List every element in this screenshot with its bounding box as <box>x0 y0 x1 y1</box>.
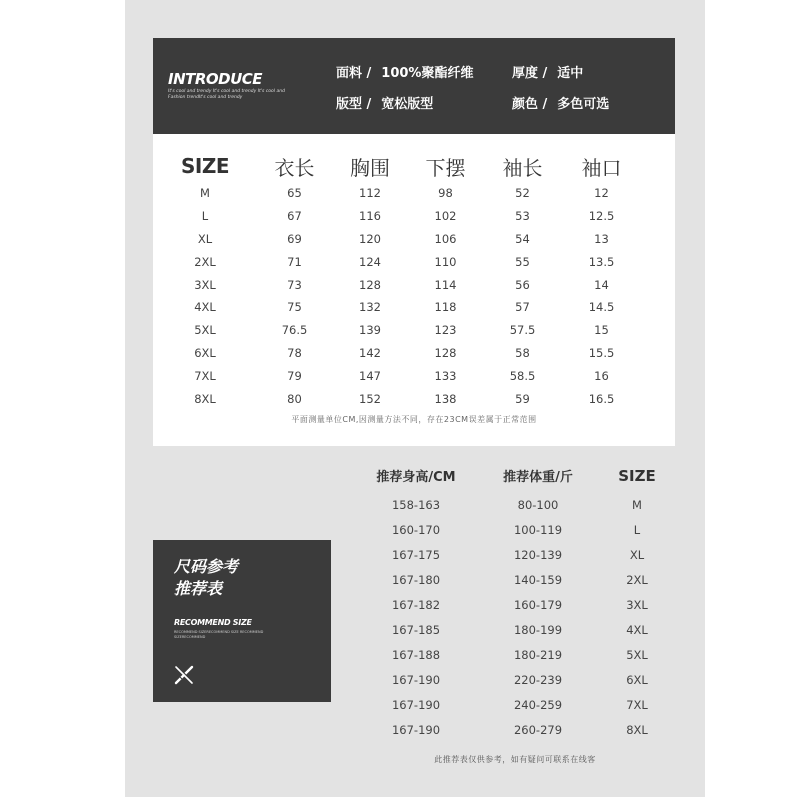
table-cell: 52 <box>515 186 530 201</box>
table-cell: 5XL <box>194 323 216 338</box>
table-cell: 56 <box>515 277 530 292</box>
size-table-body <box>153 182 675 410</box>
table-cell: 180-199 <box>513 622 563 637</box>
table-cell: 57.5 <box>509 323 536 338</box>
table-cell: 75 <box>287 300 302 315</box>
table-cell: 13 <box>594 231 609 246</box>
table-cell: 3XL <box>626 597 648 612</box>
table-cell: 15 <box>594 323 609 338</box>
header-size: SIZE <box>180 154 229 178</box>
table-cell: 112 <box>359 186 381 201</box>
table-row <box>153 205 675 228</box>
recommend-card-subtitle: RECOMMEND SIZE <box>174 618 252 627</box>
table-cell: 8XL <box>194 391 216 406</box>
table-cell: 16 <box>594 368 609 383</box>
spec-value: 多色可选 <box>557 97 610 112</box>
table-cell: 138 <box>434 391 457 406</box>
header-height: 推荐身高/CM <box>376 470 456 485</box>
table-cell: 2XL <box>626 572 648 587</box>
table-cell: 132 <box>359 300 381 315</box>
table-cell: 160-179 <box>513 597 563 612</box>
table-row <box>365 617 675 642</box>
table-cell: 116 <box>359 209 381 224</box>
recommend-card <box>153 540 331 702</box>
table-cell: 124 <box>359 254 381 269</box>
table-cell: L <box>201 209 209 224</box>
table-row <box>153 387 675 410</box>
table-cell: 78 <box>287 345 302 360</box>
table-cell: 128 <box>359 277 381 292</box>
table-cell: 133 <box>434 368 457 383</box>
table-row <box>153 296 675 319</box>
size-table <box>153 150 675 410</box>
table-cell: 4XL <box>194 300 216 315</box>
table-cell: 2XL <box>194 254 216 269</box>
table-cell: 140-159 <box>513 572 563 587</box>
table-cell: 98 <box>438 186 453 201</box>
table-cell: 65 <box>287 186 302 201</box>
table-cell: 15.5 <box>588 345 615 360</box>
table-cell: 80 <box>287 391 302 406</box>
table-row <box>365 717 675 742</box>
table-cell: 167-182 <box>391 597 441 612</box>
spec-value: 100%聚酯纤维 <box>381 66 474 81</box>
recommend-table-body <box>365 492 675 742</box>
table-cell: M <box>200 186 210 201</box>
table-cell: 67 <box>287 209 302 224</box>
table-cell: 4XL <box>626 622 648 637</box>
header-length: 衣长 <box>274 155 315 180</box>
table-cell: XL <box>197 231 213 246</box>
table-cell: 167-185 <box>391 622 441 637</box>
table-row <box>365 567 675 592</box>
table-cell: 152 <box>359 391 381 406</box>
spec-fit <box>336 93 433 112</box>
table-cell: 220-239 <box>513 672 563 687</box>
table-cell: 167-188 <box>391 647 441 662</box>
table-cell: 158-163 <box>391 497 441 512</box>
table-cell: 54 <box>515 231 530 246</box>
table-cell: 53 <box>515 209 530 224</box>
size-table-panel <box>153 134 675 446</box>
spec-material <box>336 62 473 81</box>
header-cuff: 袖口 <box>581 155 622 180</box>
spec-key: 颜色 / <box>512 97 548 112</box>
table-row <box>365 492 675 517</box>
header-size: SIZE <box>618 466 656 485</box>
table-cell: 3XL <box>194 277 216 292</box>
table-cell: 80-100 <box>517 497 559 512</box>
table-cell: XL <box>629 547 645 562</box>
table-cell: 73 <box>287 277 302 292</box>
spec-color <box>512 93 609 112</box>
table-cell: 6XL <box>626 672 648 687</box>
table-cell: 79 <box>287 368 302 383</box>
table-cell: 139 <box>359 323 381 338</box>
table-cell: 71 <box>287 254 302 269</box>
table-cell: 100-119 <box>513 522 563 537</box>
recommend-table <box>365 462 675 742</box>
table-row <box>153 342 675 365</box>
table-row <box>153 364 675 387</box>
table-cell: 167-190 <box>391 672 441 687</box>
table-row <box>153 182 675 205</box>
table-cell: 106 <box>434 231 457 246</box>
table-cell: 57 <box>515 300 530 315</box>
ruler-pencil-icon <box>173 664 195 686</box>
table-row <box>153 228 675 251</box>
table-cell: 14.5 <box>588 300 615 315</box>
table-cell: 14 <box>594 277 609 292</box>
table-cell: 142 <box>359 345 381 360</box>
intro-title: INTRODUCE <box>168 70 263 88</box>
table-row <box>153 319 675 342</box>
table-cell: 167-190 <box>391 697 441 712</box>
table-cell: 118 <box>434 300 457 315</box>
table-cell: 69 <box>287 231 302 246</box>
recommend-title-line2: 推荐表 <box>174 579 223 598</box>
table-cell: 167-175 <box>391 547 441 562</box>
header-chest: 胸围 <box>350 155 390 180</box>
spec-value: 宽松版型 <box>381 97 434 112</box>
intro-header <box>153 38 675 134</box>
table-cell: 102 <box>434 209 457 224</box>
header-hem: 下摆 <box>425 155 466 180</box>
table-cell: 128 <box>434 345 457 360</box>
spec-key: 面料 / <box>336 66 372 81</box>
table-cell: 180-219 <box>513 647 563 662</box>
table-cell: M <box>632 497 642 512</box>
table-cell: 167-190 <box>391 722 441 737</box>
table-cell: 58.5 <box>509 368 536 383</box>
header-weight: 推荐体重/斤 <box>503 470 573 485</box>
recommend-table-header <box>365 462 675 489</box>
table-cell: 7XL <box>626 697 648 712</box>
table-cell: 76.5 <box>281 323 308 338</box>
table-cell: 240-259 <box>513 697 563 712</box>
spec-thickness <box>512 62 583 81</box>
table-cell: 8XL <box>626 722 648 737</box>
table-cell: 55 <box>515 254 530 269</box>
table-row <box>365 542 675 567</box>
table-cell: 120-139 <box>513 547 563 562</box>
measurement-note: 平面测量单位CM,因测量方法不同，存在23CM误差属于正常范围 <box>291 415 537 424</box>
table-cell: 5XL <box>626 647 648 662</box>
size-table-header <box>153 150 675 182</box>
table-cell: L <box>633 522 641 537</box>
table-row <box>153 250 675 273</box>
recommend-note: 此推荐表仅供参考，如有疑问可联系在线客 <box>434 755 596 764</box>
table-cell: 260-279 <box>513 722 563 737</box>
table-row <box>365 592 675 617</box>
spec-key: 版型 / <box>336 97 372 112</box>
table-cell: 12 <box>594 186 609 201</box>
table-row <box>365 642 675 667</box>
table-cell: 59 <box>515 391 530 406</box>
table-cell: 16.5 <box>588 391 615 406</box>
spec-value: 适中 <box>557 66 584 81</box>
intro-subtitle: It's cool and trendy It's cool and trendy It's cool and Fashion trendIt's cool and trendy <box>168 89 285 100</box>
table-cell: 13.5 <box>588 254 615 269</box>
table-cell: 120 <box>359 231 381 246</box>
table-cell: 147 <box>359 368 381 383</box>
recommend-title-line1: 尺码参考 <box>174 557 239 576</box>
recommend-card-title <box>174 556 238 600</box>
table-cell: 167-180 <box>391 572 441 587</box>
table-cell: 58 <box>515 345 530 360</box>
table-cell: 160-170 <box>391 522 441 537</box>
table-row <box>365 667 675 692</box>
spec-key: 厚度 / <box>512 66 548 81</box>
table-cell: 123 <box>434 323 457 338</box>
table-cell: 7XL <box>194 368 216 383</box>
table-row <box>365 692 675 717</box>
table-cell: 110 <box>434 254 457 269</box>
recommend-card-tiny-text: RECOMMEND SIZERECOMMEND SIZE RECOMMEND SIZERECOMMEND <box>174 630 264 639</box>
header-sleeve: 袖长 <box>502 155 543 180</box>
table-cell: 114 <box>434 277 457 292</box>
table-row <box>153 273 675 296</box>
table-row <box>365 517 675 542</box>
table-cell: 12.5 <box>588 209 615 224</box>
table-cell: 6XL <box>194 345 216 360</box>
